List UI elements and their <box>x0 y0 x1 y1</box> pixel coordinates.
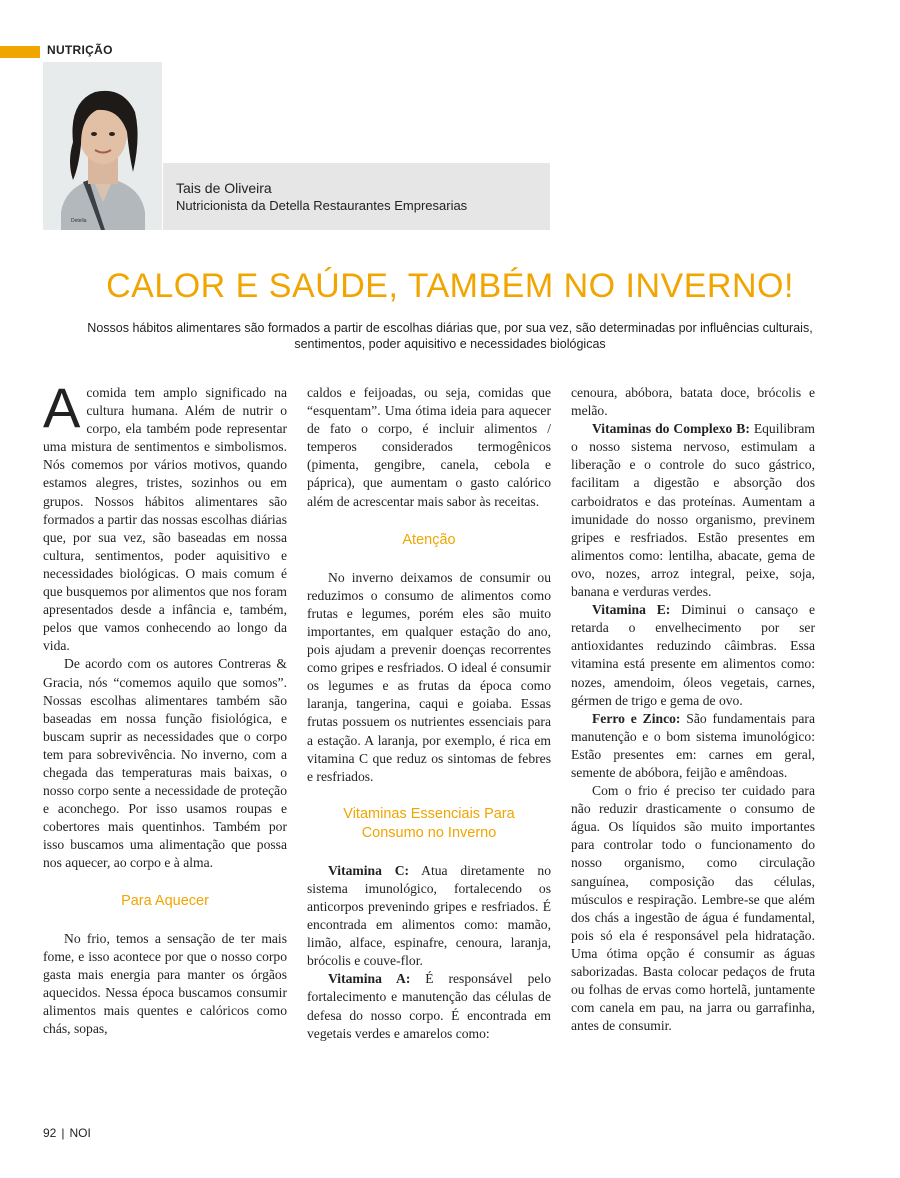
paragraph <box>43 376 287 655</box>
subheading-line: Consumo no Inverno <box>361 824 497 841</box>
page-footer <box>43 1126 91 1140</box>
subheading-vitaminas <box>307 805 551 843</box>
author-role: Nutricionista da Detella Restaurantes Empresarias <box>176 198 468 213</box>
paragraph-text: Equilibram o nosso sistema nervoso, estimulam a liberação e o controle do suco gástrico, facilitam a digestão e absorção dos carboidratos e das proteínas. Aumentam a imunidade do nosso organismo, previnem gripes e resfriados. Estão presentes em alimentos como: lentilha, abacate, gema de ovo, nozes, arroz integral, peixe, soja, banana e verduras verdes. <box>571 421 815 600</box>
column-1 <box>43 376 287 1038</box>
subheading-para-aquecer: Para Aquecer <box>121 892 209 909</box>
paragraph: caldos e feijoadas, ou seja, comidas que “esquentam”. Uma ótima ideia para aquecer de fato o corpo, é incluir alimentos / temperos considerados termogênicos (pimenta, gengibre, canela, cebola e páprica), que aumentam o gasto calórico além de acrescentar mais sabor às receitas. <box>307 385 551 509</box>
paragraph-text: Diminui o cansaço e retarda o envelhecimento por ser antioxidantes reduzindo câimbras. Essa vitamina está presente em alimentos como: nozes, amendoim, óleos vegetais, carnes, gérmen de trigo e gema de ovo. <box>571 602 815 708</box>
paragraph-text: Atua diretamente no sistema imunológico, fortalecendo os anticorpos prevenindo gripes e resfriados. É encontrada em alimentos como: mamão, limão, alface, espinafre, cenoura, laranja, brócolis e couve-flor. <box>307 862 551 969</box>
paragraph-vitamin-a <box>307 970 551 1042</box>
paragraph: cenoura, abóbora, batata doce, brócolis e melão. <box>571 385 815 419</box>
ferro-zinco-label: Ferro e Zinco: <box>592 710 681 726</box>
vitamin-e-label: Vitamina E: <box>592 602 671 618</box>
author-portrait-illustration <box>43 62 162 230</box>
author-name: Tais de Oliveira <box>176 180 272 196</box>
footer-separator: | <box>61 1126 65 1140</box>
subheading-line: Vitaminas Essenciais Para <box>343 805 515 822</box>
author-photo <box>43 62 162 230</box>
paragraph-text: comida tem amplo significado na cultura humana. Além de nutrir o corpo, ela também pode representar uma mistura de sentimentos e simbolismos. Nós comemos por vários motivos, quando estamos alegres, tristes, sozinhos ou em grupos. Nossos hábitos alimentares são formados a partir das nossas escolhas diárias que, por sua vez, são baseadas em nossa cultura, sentimentos, poder aquisitivo e necessidades biológicas. O mais comum é que busquemos por alimentos que nos foram apresentados desde a infância e, também, pelos que vamos conhecendo ao longo da vida. <box>43 385 287 654</box>
paragraph: No inverno deixamos de consumir ou reduzimos o consumo de alimentos como frutas e legumes, porém eles são muito importantes, em qualquer estação do ano, pois ajudam a prevenir doenças recorrentes como gripes e resfriados. O ideal é consumir os legumes e as frutas da época como laranja, tangerina, caqui e goiaba. Essas frutas possuem os nutrientes essenciais para a estação. A laranja, por exemplo, é rica em vitamina C que reduz os sintomas de febres e resfriados. <box>307 569 551 784</box>
article-title: CALOR E SAÚDE, TAMBÉM NO INVERNO! <box>106 267 794 305</box>
paragraph-text: É responsável pelo fortalecimento e manutenção das células de defesa do nosso corpo. É encontrada em vegetais verdes e amarelos como: <box>307 971 551 1041</box>
paragraph: De acordo com os autores Contreras & Gracia, nós “comemos aquilo que somos”. Nossas escolhas alimentares também são baseadas em nossa função fisiológica, e buscam suprir as necessidades que o corpo tem para sobrevivência. No inverno, com a chegada das temperaturas mais baixas, o nosso corpo sente a necessidade de proteção e aconchego. Por isso usamos roupas e cobertores mais quentinhos. Também por isso buscamos uma alimentação que possa nos aquecer, ao corpo e à alma. <box>43 656 287 871</box>
vitamin-b-label: Vitaminas do Complexo B: <box>592 421 750 437</box>
author-info-box <box>163 163 550 230</box>
paragraph-text: São fundamentais para manutenção e o bom sistema imunológico: Estão presentes em: carnes em geral, semente de abóbora, feijão e amêndoas. <box>571 710 815 780</box>
section-color-bar <box>0 46 40 58</box>
column-2 <box>307 384 551 1043</box>
article-lead: Nossos hábitos alimentares são formados a partir de escolhas diárias que, por sua vez, são determinadas por influências culturais, sentimentos, poder aquisitivo e necessidades biológicas <box>87 321 813 351</box>
paragraph: Com o frio é preciso ter cuidado para não reduzir drasticamente o consumo de água. Os líquidos são muito importantes para controlar todo o funcionamento do nosso organismo, como circulação sanguínea, composição das células, músculos e respiração. Lembre-se que além dos chás a ingestão de água é fundamental, pois só ela é responsável pela hidratação. Uma ótima opção é consumir as águas saborizadas. Basta colocar pedaços de fruta ou folhas de ervas como hortelã, juntamente com canela em pau, na jarra ou garrafinha, antes de consumir. <box>571 783 815 1034</box>
page-number: 92 <box>43 1126 57 1140</box>
column-3 <box>571 384 815 1035</box>
paragraph-ferro-zinco <box>571 710 815 782</box>
paragraph-vitamin-c <box>307 862 551 971</box>
paragraph-vitamin-e <box>571 601 815 710</box>
paragraph: No frio, temos a sensação de ter mais fome, e isso acontece por que o nosso corpo gasta mais energia para manter os órgãos aquecidos. Nessa época buscamos consumir alimentos mais quentes e calóricos como chás, sopas, <box>43 930 287 1036</box>
drop-cap: A <box>43 376 81 439</box>
subheading-atencao: Atenção <box>402 531 456 548</box>
badge-text: Detella <box>71 218 87 224</box>
vitamin-c-label: Vitamina C: <box>328 862 410 878</box>
vitamin-a-label: Vitamina A: <box>328 971 411 987</box>
magazine-name: NOI <box>69 1126 91 1140</box>
section-label: NUTRIÇÃO <box>47 43 113 57</box>
paragraph-vitamin-b <box>571 420 815 601</box>
